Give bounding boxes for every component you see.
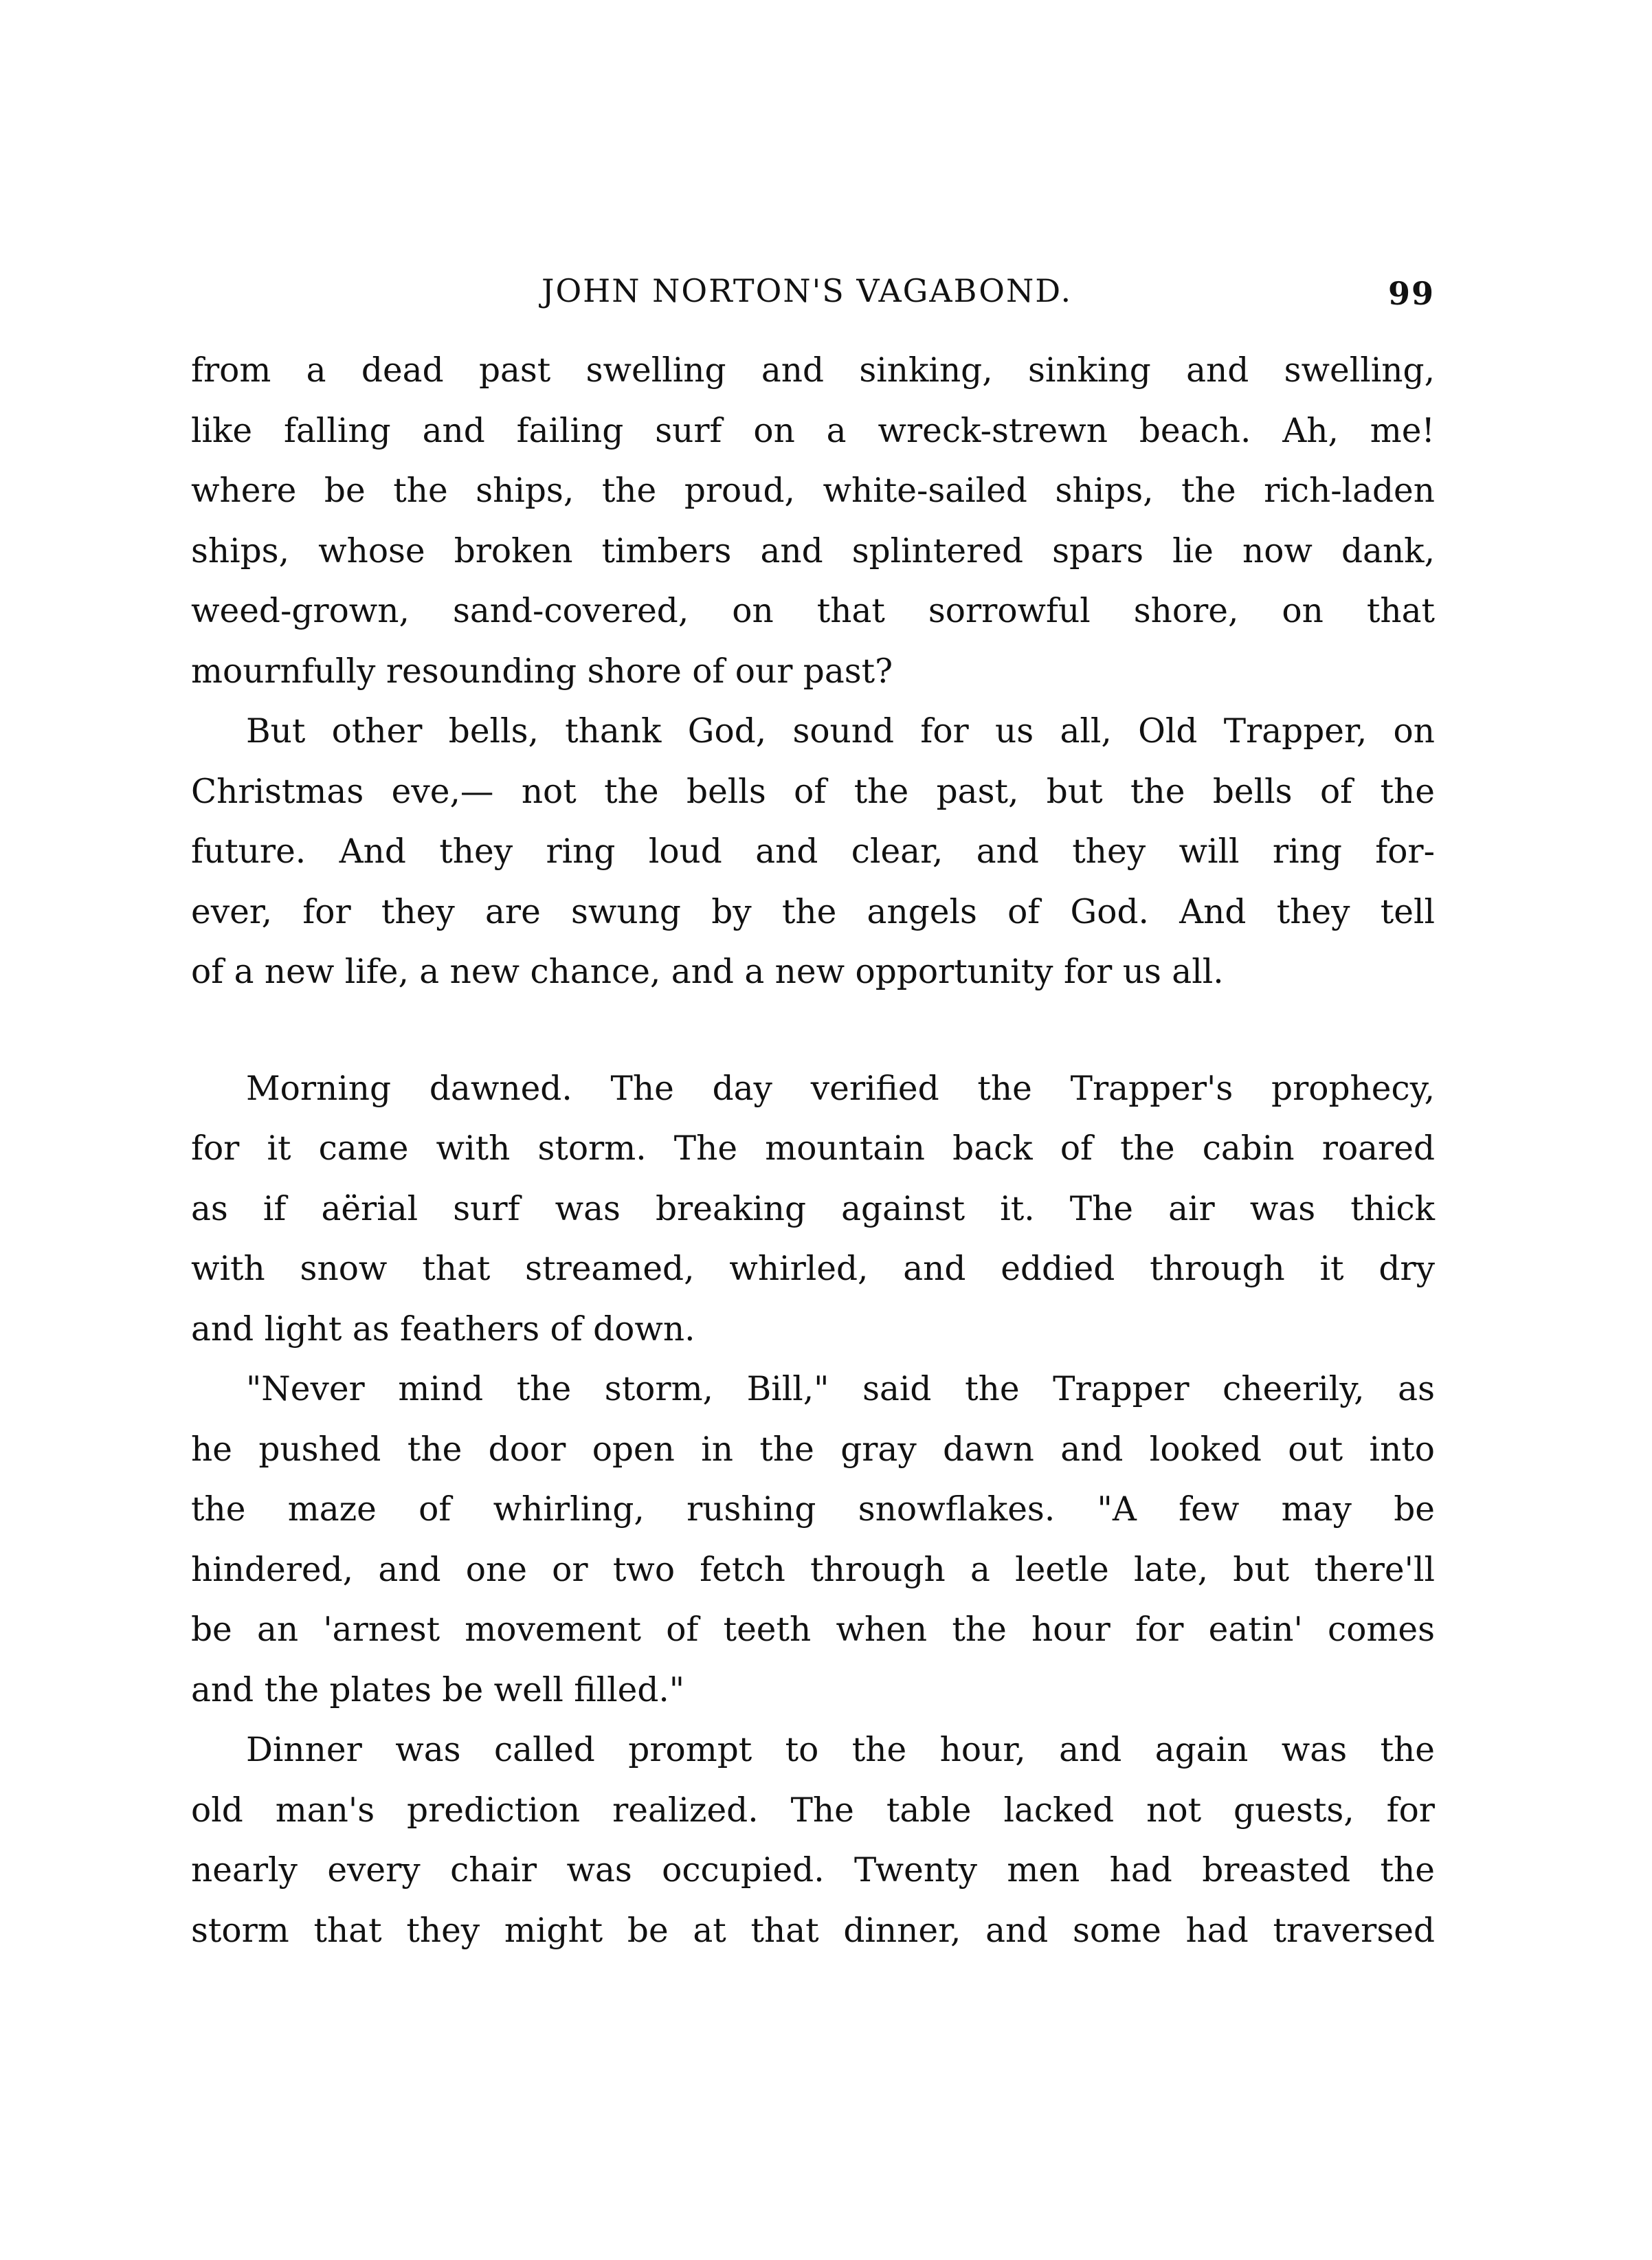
text-line: like falling and failing surf on a wreck-strewn beach. Ah, me! (191, 411, 1435, 450)
running-title: JOHN NORTON'S VAGABOND. (542, 272, 1073, 309)
text-line: old man's prediction realized. The table lacked not guests, for (191, 1791, 1435, 1830)
text-line: mournfully resounding shore of our past? (191, 652, 893, 691)
text-line: ships, whose broken timbers and splintered spars lie now dank, (191, 531, 1435, 570)
text-line: the maze of whirling, rushing snowflakes. "A few may be (191, 1490, 1435, 1529)
text-line: where be the ships, the proud, white-sailed ships, the rich-laden (191, 472, 1435, 510)
text-line: be an 'arnest movement of teeth when the hour for eatin' comes (191, 1610, 1435, 1649)
section-break (191, 1003, 1435, 1059)
book-page (191, 272, 1435, 1961)
text-line: Christmas eve,— not the bells of the past, but the bells of the (191, 772, 1435, 811)
text-line: Dinner was called prompt to the hour, and again was the (246, 1731, 1435, 1769)
page-number: 99 (1387, 275, 1435, 312)
text-line: and light as feathers of down. (191, 1309, 695, 1349)
text-line: ever, for they are swung by the angels of God. And they tell (191, 892, 1435, 931)
text-line: he pushed the door open in the gray dawn and looked out into (191, 1430, 1435, 1469)
text-line: nearly every chair was occupied. Twenty men had breasted the (191, 1851, 1435, 1890)
text-line: "Never mind the storm, Bill," said the Trapper cheerily, as (246, 1370, 1435, 1408)
text-line: weed-grown, sand-covered, on that sorrowful shore, on that (191, 592, 1435, 630)
text-line: Morning dawned. The day verified the Trapper's prophecy, (246, 1069, 1435, 1108)
text-line: But other bells, thank God, sound for us all, Old Trapper, on (246, 712, 1435, 751)
text-line: for it came with storm. The mountain back of the cabin roared (191, 1129, 1435, 1168)
text-line: future. And they ring loud and clear, and they will ring for- (191, 832, 1435, 871)
text-line: and the plates be well filled." (191, 1670, 685, 1709)
paragraph (191, 1360, 1435, 1720)
paragraph (191, 702, 1435, 1003)
text-line: storm that they might be at that dinner, and some had traversed (191, 1911, 1435, 1950)
body-text (191, 341, 1435, 1961)
text-line: from a dead past swelling and sinking, sinking and swelling, (191, 351, 1435, 390)
paragraph (191, 1720, 1435, 1961)
running-head (191, 272, 1435, 322)
paragraph (191, 341, 1435, 702)
text-line: with snow that streamed, whirled, and eddied through it dry (191, 1250, 1435, 1288)
text-line: as if aërial surf was breaking against it. The air was thick (191, 1189, 1435, 1228)
text-line: of a new life, a new chance, and a new opportunity for us all. (191, 953, 1224, 991)
text-line: hindered, and one or two fetch through a leetle late, but there'll (191, 1550, 1435, 1589)
paragraph (191, 1059, 1435, 1360)
